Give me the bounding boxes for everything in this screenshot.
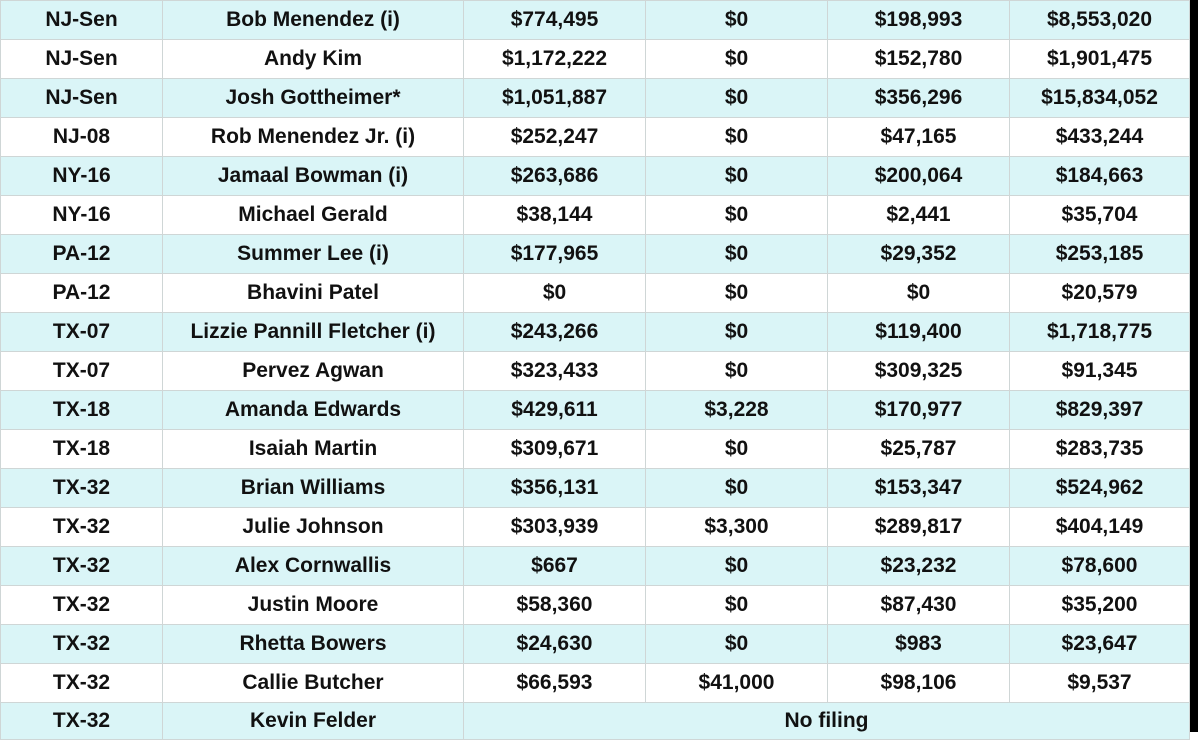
amount-cell-2: $0 <box>646 547 828 586</box>
amount-cell-2: $0 <box>646 79 828 118</box>
amount-cell-1: $177,965 <box>464 235 646 274</box>
table-row <box>1 196 1190 235</box>
amount-cell-2: $3,228 <box>646 391 828 430</box>
amount-cell-3: $25,787 <box>828 430 1010 469</box>
amount-cell-4: $23,647 <box>1010 625 1190 664</box>
amount-cell-3: $170,977 <box>828 391 1010 430</box>
amount-cell-4: $404,149 <box>1010 508 1190 547</box>
amount-cell-4: $91,345 <box>1010 352 1190 391</box>
table-row <box>1 274 1190 313</box>
amount-cell-1: $356,131 <box>464 469 646 508</box>
amount-cell-3: $983 <box>828 625 1010 664</box>
amount-cell-1: $774,495 <box>464 1 646 40</box>
amount-cell-1: $1,172,222 <box>464 40 646 79</box>
amount-cell-2: $0 <box>646 40 828 79</box>
amount-cell-3: $152,780 <box>828 40 1010 79</box>
district-cell: NJ-Sen <box>1 1 163 40</box>
district-cell: NJ-08 <box>1 118 163 157</box>
candidate-cell: Alex Cornwallis <box>163 547 464 586</box>
amount-cell-3: $0 <box>828 274 1010 313</box>
table-row <box>1 547 1190 586</box>
amount-cell-1: $309,671 <box>464 430 646 469</box>
amount-cell-2: $0 <box>646 196 828 235</box>
amount-cell-1: $66,593 <box>464 664 646 703</box>
amount-cell-4: $283,735 <box>1010 430 1190 469</box>
district-cell: NY-16 <box>1 157 163 196</box>
candidate-cell: Amanda Edwards <box>163 391 464 430</box>
amount-cell-2: $0 <box>646 469 828 508</box>
candidate-cell: Rhetta Bowers <box>163 625 464 664</box>
amount-cell-4: $20,579 <box>1010 274 1190 313</box>
amount-cell-1: $24,630 <box>464 625 646 664</box>
amount-cell-1: $38,144 <box>464 196 646 235</box>
candidate-cell: Rob Menendez Jr. (i) <box>163 118 464 157</box>
amount-cell-1: $667 <box>464 547 646 586</box>
table-row-no-filing <box>1 703 1190 740</box>
amount-cell-4: $78,600 <box>1010 547 1190 586</box>
amount-cell-4: $1,901,475 <box>1010 40 1190 79</box>
table-row <box>1 664 1190 703</box>
table-row <box>1 313 1190 352</box>
table-row <box>1 469 1190 508</box>
district-cell: TX-32 <box>1 547 163 586</box>
amount-cell-1: $323,433 <box>464 352 646 391</box>
district-cell: NJ-Sen <box>1 79 163 118</box>
candidate-cell: Andy Kim <box>163 40 464 79</box>
amount-cell-2: $0 <box>646 274 828 313</box>
district-cell: TX-32 <box>1 469 163 508</box>
district-cell: TX-32 <box>1 703 163 740</box>
table-row <box>1 625 1190 664</box>
amount-cell-1: $263,686 <box>464 157 646 196</box>
candidate-cell: Michael Gerald <box>163 196 464 235</box>
table-row <box>1 508 1190 547</box>
amount-cell-2: $0 <box>646 118 828 157</box>
amount-cell-3: $198,993 <box>828 1 1010 40</box>
amount-cell-2: $0 <box>646 235 828 274</box>
table-row <box>1 79 1190 118</box>
candidate-cell: Julie Johnson <box>163 508 464 547</box>
district-cell: TX-07 <box>1 352 163 391</box>
district-cell: NY-16 <box>1 196 163 235</box>
district-cell: TX-32 <box>1 508 163 547</box>
amount-cell-4: $9,537 <box>1010 664 1190 703</box>
amount-cell-2: $3,300 <box>646 508 828 547</box>
district-cell: NJ-Sen <box>1 40 163 79</box>
amount-cell-2: $0 <box>646 586 828 625</box>
amount-cell-3: $47,165 <box>828 118 1010 157</box>
no-filing-cell: No filing <box>464 703 1190 740</box>
table-row <box>1 235 1190 274</box>
amount-cell-1: $303,939 <box>464 508 646 547</box>
amount-cell-2: $0 <box>646 430 828 469</box>
amount-cell-4: $829,397 <box>1010 391 1190 430</box>
candidate-cell: Justin Moore <box>163 586 464 625</box>
amount-cell-2: $0 <box>646 352 828 391</box>
amount-cell-2: $0 <box>646 313 828 352</box>
candidate-cell: Callie Butcher <box>163 664 464 703</box>
candidate-cell: Brian Williams <box>163 469 464 508</box>
table-row <box>1 157 1190 196</box>
amount-cell-3: $356,296 <box>828 79 1010 118</box>
amount-cell-4: $35,200 <box>1010 586 1190 625</box>
amount-cell-4: $35,704 <box>1010 196 1190 235</box>
candidate-cell: Pervez Agwan <box>163 352 464 391</box>
district-cell: TX-32 <box>1 586 163 625</box>
candidate-cell: Jamaal Bowman (i) <box>163 157 464 196</box>
table-row <box>1 40 1190 79</box>
amount-cell-3: $119,400 <box>828 313 1010 352</box>
district-cell: PA-12 <box>1 274 163 313</box>
table-row <box>1 1 1190 40</box>
district-cell: TX-32 <box>1 625 163 664</box>
amount-cell-4: $8,553,020 <box>1010 1 1190 40</box>
district-cell: TX-18 <box>1 391 163 430</box>
candidate-cell: Bob Menendez (i) <box>163 1 464 40</box>
amount-cell-4: $253,185 <box>1010 235 1190 274</box>
amount-cell-4: $1,718,775 <box>1010 313 1190 352</box>
table-row <box>1 586 1190 625</box>
candidate-cell: Lizzie Pannill Fletcher (i) <box>163 313 464 352</box>
candidate-cell: Isaiah Martin <box>163 430 464 469</box>
amount-cell-3: $23,232 <box>828 547 1010 586</box>
amount-cell-4: $184,663 <box>1010 157 1190 196</box>
candidate-cell: Bhavini Patel <box>163 274 464 313</box>
district-cell: TX-32 <box>1 664 163 703</box>
amount-cell-2: $0 <box>646 157 828 196</box>
amount-cell-3: $309,325 <box>828 352 1010 391</box>
amount-cell-3: $2,441 <box>828 196 1010 235</box>
amount-cell-3: $29,352 <box>828 235 1010 274</box>
table-row <box>1 352 1190 391</box>
amount-cell-2: $41,000 <box>646 664 828 703</box>
amount-cell-2: $0 <box>646 1 828 40</box>
amount-cell-4: $524,962 <box>1010 469 1190 508</box>
district-cell: PA-12 <box>1 235 163 274</box>
candidate-cell: Josh Gottheimer* <box>163 79 464 118</box>
amount-cell-3: $153,347 <box>828 469 1010 508</box>
amount-cell-1: $243,266 <box>464 313 646 352</box>
amount-cell-1: $429,611 <box>464 391 646 430</box>
table-row <box>1 391 1190 430</box>
table-row <box>1 118 1190 157</box>
candidate-cell: Summer Lee (i) <box>163 235 464 274</box>
amount-cell-3: $200,064 <box>828 157 1010 196</box>
amount-cell-4: $433,244 <box>1010 118 1190 157</box>
candidate-cell: Kevin Felder <box>163 703 464 740</box>
table-row <box>1 430 1190 469</box>
amount-cell-3: $87,430 <box>828 586 1010 625</box>
district-cell: TX-18 <box>1 430 163 469</box>
amount-cell-1: $58,360 <box>464 586 646 625</box>
amount-cell-1: $0 <box>464 274 646 313</box>
amount-cell-1: $252,247 <box>464 118 646 157</box>
amount-cell-3: $98,106 <box>828 664 1010 703</box>
amount-cell-3: $289,817 <box>828 508 1010 547</box>
amount-cell-1: $1,051,887 <box>464 79 646 118</box>
amount-cell-2: $0 <box>646 625 828 664</box>
table-body <box>1 1 1190 740</box>
amount-cell-4: $15,834,052 <box>1010 79 1190 118</box>
district-cell: TX-07 <box>1 313 163 352</box>
